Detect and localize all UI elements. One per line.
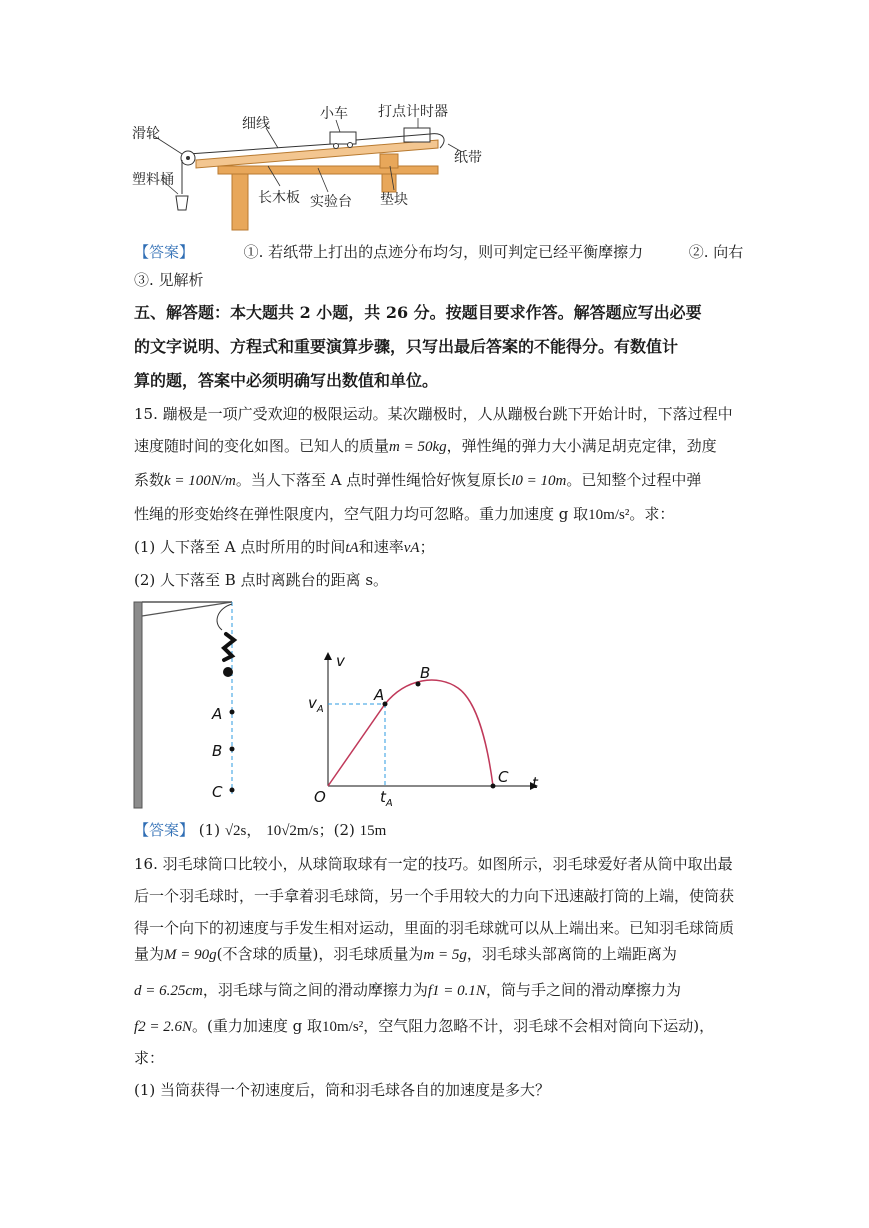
- label-thread: 细线: [242, 116, 270, 132]
- jumper-figure: [223, 634, 234, 677]
- table-top: [218, 166, 438, 174]
- label-block: 垫块: [380, 192, 408, 208]
- point-A: [230, 710, 235, 715]
- point-C: [230, 788, 235, 793]
- apparatus-figure: [128, 98, 508, 238]
- label-table: 实验台: [310, 194, 352, 210]
- answer-15-distance: 15m: [359, 823, 387, 839]
- bungee-figure: [128, 598, 548, 814]
- label-board: 长木板: [258, 190, 300, 206]
- q16-line5: d = 6.25cm，羽毛球与筒之间的滑动摩擦力为f1 = 0.1N，筒与手之间的滑动摩擦力为: [134, 981, 681, 999]
- bucket: [176, 196, 188, 210]
- section-heading-line1: 五、解答题：本大题共 2 小题，共 26 分。按题目要求作答。解答题应写出必要: [134, 303, 702, 322]
- answer-15: 【答案】 (1) √2s， 10√2m/s；(2) 15m: [134, 821, 387, 839]
- answer-15-speed: 10√2m/s: [266, 823, 319, 839]
- q16-sub1: (1) 当筒获得一个初速度后，筒和羽毛球各自的加速度是多大？: [134, 1081, 551, 1099]
- q15-sub2: (2) 人下落至 B 点时离跳台的距离 s。: [134, 571, 389, 589]
- q16-line2: 后一个羽毛球时，一手拿着羽毛球筒，另一个手用较大的力向下迅速敲打筒的上端，使筒获: [134, 887, 735, 905]
- label-bucket: 塑料桶: [132, 172, 174, 188]
- cart: [330, 132, 356, 144]
- label-B: B: [212, 742, 223, 760]
- vA-label: $v_A$: [308, 694, 324, 715]
- label-pulley: 滑轮: [132, 126, 160, 142]
- q15-line3: 系数k = 100N/m。当人下落至 A 点时弹性绳恰好恢复原长l0 = 10m。已知整个过程中弹: [134, 471, 702, 489]
- curve-label-B: B: [420, 664, 431, 682]
- answer-14-part2: ②. 向右: [688, 243, 744, 261]
- q16-line1: 16. 羽毛球筒口比较小，从球筒取球有一定的技巧。如图所示，羽毛球爱好者从筒中取出最: [134, 855, 733, 873]
- support-block: [380, 154, 398, 168]
- tower-pole: [134, 602, 142, 808]
- section-heading-line3: 算的题，答案中必须明确写出数值和单位。: [134, 371, 439, 390]
- answer-14-part3: ③. 见解析: [134, 271, 204, 289]
- g-value: 10m/s²: [588, 507, 630, 523]
- label-timer: 打点计时器: [378, 104, 448, 120]
- curve-ABC: [385, 680, 493, 786]
- q15-line2: 速度随时间的变化如图。已知人的质量m = 50kg，弹性绳的弹力大小满足胡克定律，劲度: [134, 437, 717, 455]
- tA-label: $t_A$: [380, 788, 393, 809]
- label-cart: 小车: [320, 106, 348, 122]
- k-formula: k = 100N/m: [164, 473, 236, 489]
- point-B: [230, 747, 235, 752]
- table-leg: [232, 172, 248, 230]
- answer-tag: 【答案】: [134, 243, 195, 261]
- answer-14-line1: [134, 242, 743, 262]
- label-A: A: [212, 705, 223, 723]
- tA-symbol: tA: [345, 540, 359, 556]
- curve-label-A: A: [374, 686, 385, 704]
- answer-14-part1: ①. 若纸带上打出的点迹分布均匀，则可判定已经平衡摩擦力: [243, 243, 644, 261]
- q15-sub1: (1) 人下落至 A 点时所用的时间tA和速率vA；: [134, 538, 435, 556]
- label-tape: 纸带: [454, 150, 482, 166]
- q16-line6: f2 = 2.6N。(重力加速度 g 取10m/s²，空气阻力忽略不计，羽毛球不会相对筒向下运动)，: [134, 1017, 715, 1035]
- segment-OA: [328, 704, 385, 786]
- answer-15-time: √2s: [224, 823, 247, 839]
- q16-line4: 量为M = 90g(不含球的质量)，羽毛球质量为m = 5g，羽毛球头部离筒的上端距离为: [134, 945, 677, 963]
- axis-v-label: v: [336, 652, 345, 670]
- q16-line3: 得一个向下的初速度与手发生相对运动，里面的羽毛球就可以从上端出来。已知羽毛球筒质: [134, 919, 735, 937]
- axis-t-label: t: [532, 774, 538, 792]
- q15-line4: 性绳的形变始终在弹性限度内，空气阻力均可忽略。重力加速度 g 取10m/s²。求：: [134, 505, 675, 523]
- inclined-board: [196, 140, 438, 168]
- q16-line7: 求：: [134, 1049, 165, 1067]
- curve-label-C: C: [498, 768, 509, 786]
- label-C: C: [212, 783, 223, 801]
- origin-label: O: [314, 788, 326, 806]
- mass-formula: m = 50kg: [389, 439, 447, 455]
- section-heading-line2: 的文字说明、方程式和重要演算步骤，只写出最后答案的不能得分。有数值计: [134, 337, 679, 356]
- q15-line1: 15. 蹦极是一项广受欢迎的极限运动。某次蹦极时，人从蹦极台跳下开始计时，下落过程中: [134, 405, 733, 423]
- l0-formula: l0 = 10m: [511, 473, 567, 489]
- vA-symbol: vA: [403, 540, 420, 556]
